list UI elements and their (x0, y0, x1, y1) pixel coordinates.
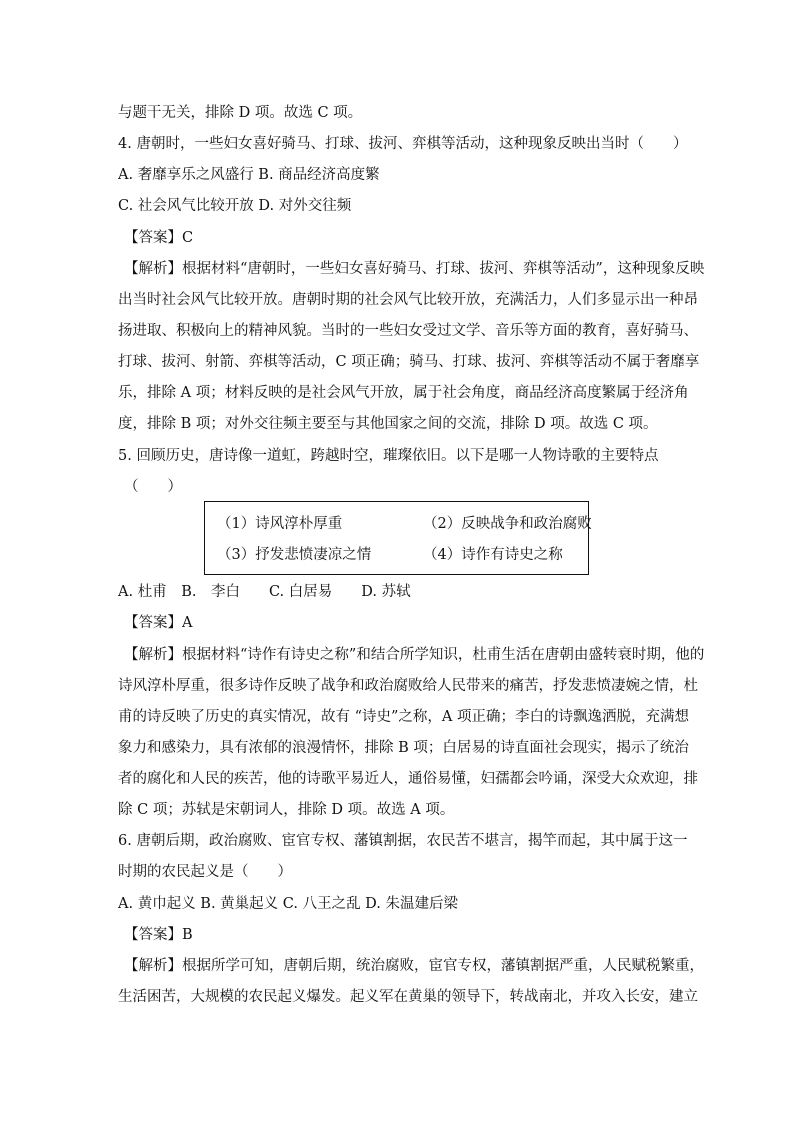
answer-label: 【答案】A (124, 615, 193, 631)
analysis-line: 打球、拔河、射箭、弈棋等活动，C 项正确；骑马、打球、拔河、弈棋等活动不属于奢靡享 (118, 354, 700, 370)
question-5: 5. 回顾历史，唐诗像一道虹，跨越时空，璀璨依旧。以下是哪一人物诗歌的主要特点 (118, 448, 659, 464)
question-4: 4. 唐朝时，一些妇女喜好骑马、打球、拔河、弈棋等活动，这种现象反映出当时（ ） (118, 136, 688, 152)
material-box (204, 501, 592, 575)
analysis-line: 度，排除 B 项；对外交往频主要至与其他国家之间的交流，排除 D 项。故选 C 项。 (118, 416, 658, 432)
answer-label: 【答案】B (124, 927, 193, 943)
analysis-line: 出当时社会风气比较开放。唐朝时期的社会风气比较开放，充满活力，人们多显示出一种昂 (118, 292, 698, 308)
material-item: （3）抒发悲愤凄凉之情 (217, 547, 372, 563)
analysis-line: 象力和感染力，具有浓郁的浪漫情怀，排除 B 项；白居易的诗直面社会现实，揭示了统治 (118, 740, 689, 756)
text-line: 与题干无关，排除 D 项。故选 C 项。 (118, 105, 363, 121)
analysis-line: 诗风淳朴厚重，很多诗作反映了战争和政治腐败给人民带来的痛苦，抒发悲愤凄婉之情，杜 (118, 678, 698, 694)
analysis-line: 除 C 项；苏轼是宋朝词人，排除 D 项。故选 A 项。 (118, 802, 455, 818)
analysis-line: 【解析】根据材料“诗作有诗史之称”和结合所学知识，杜甫生活在唐朝由盛转衰时期，他的 (124, 647, 705, 663)
analysis-line: 生活困苦，大规模的农民起义爆发。起义军在黄巢的领导下，转战南北，并攻入长安，建立 (118, 989, 698, 1005)
options-line: A. 黄巾起义 B. 黄巢起义 C. 八王之乱 D. 朱温建后梁 (118, 896, 459, 912)
options-line: A. 杜甫 B. 李白 C. 白居易 D. 苏轼 (118, 584, 411, 600)
analysis-line: 【解析】根据材料“唐朝时，一些妇女喜好骑马、打球、拔河、弈棋等活动”，这种现象反映 (124, 261, 705, 277)
analysis-line: 扬进取、积极向上的精神风貌。当时的一些妇女受过文学、音乐等方面的教育，喜好骑马、 (118, 323, 698, 339)
answer-label: 【答案】C (124, 230, 194, 246)
options-line: C. 社会风气比较开放 D. 对外交往频 (118, 198, 352, 214)
options-line: A. 奢靡享乐之风盛行 B. 商品经济高度繁 (118, 167, 380, 183)
question-6: 6. 唐朝后期，政治腐败、宦官专权、藩镇割据，农民苦不堪言，揭竿而起，其中属于这一 (118, 833, 688, 849)
analysis-line: 乐，排除 A 项；材料反映的是社会风气开放，属于社会角度，商品经济高度繁属于经济角 (118, 385, 689, 401)
answer-blank: （ ） (124, 479, 182, 495)
analysis-line: 【解析】根据所学可知，唐朝后期，统治腐败，宦官专权，藩镇割据严重，人民赋税繁重， (124, 958, 704, 974)
material-item: （1）诗风淳朴厚重 (217, 516, 343, 532)
analysis-line: 者的腐化和人民的疾苦，他的诗歌平易近人，通俗易懂，妇孺都会吟诵，深受大众欢迎，排 (118, 771, 698, 787)
material-item: （4）诗作有诗史之称 (423, 547, 563, 563)
text-line: 时期的农民起义是（ ） (118, 864, 292, 880)
material-item: （2）反映战争和政治腐败 (423, 516, 592, 532)
analysis-line: 甫的诗反映了历史的真实情况，故有 “诗史”之称，A 项正确；李白的诗飘逸洒脱，充满想 (118, 709, 690, 725)
